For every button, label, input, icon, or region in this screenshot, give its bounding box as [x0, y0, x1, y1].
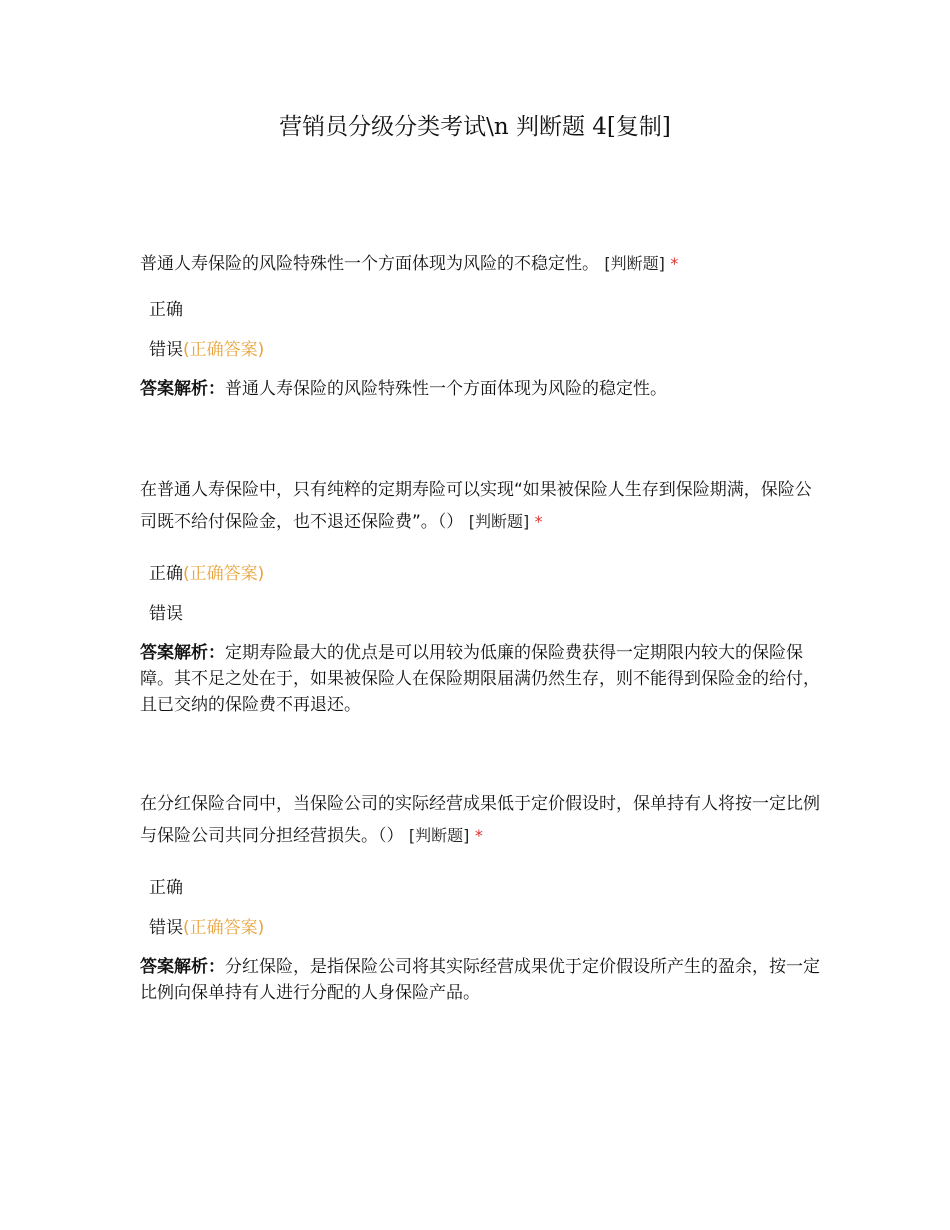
- question-3-text: 在分红保险合同中，当保险公司的实际经营成果低于定价假设时，保单持有人将按一定比例与保险公司共同分担经营损失。（）: [140, 794, 820, 846]
- option-true[interactable]: [149, 298, 183, 322]
- analysis-label: 答案解析：: [140, 379, 225, 399]
- required-mark: *: [474, 826, 483, 845]
- option-label: 错误: [149, 918, 183, 938]
- answer-analysis: [140, 376, 820, 402]
- required-mark: *: [670, 254, 679, 273]
- question-text: [140, 248, 820, 280]
- analysis-text: 分红保险，是指保险公司将其实际经营成果优于定价假设所产生的盈余，按一定比例向保单持有人进行分配的人身保险产品。: [140, 957, 820, 1003]
- question-text: [140, 788, 820, 852]
- option-true[interactable]: [149, 562, 264, 586]
- option-false[interactable]: [149, 338, 264, 362]
- correct-answer-mark: (正确答案): [183, 918, 265, 938]
- question-type-label: [判断题]: [604, 254, 665, 273]
- question-2: [140, 474, 820, 715]
- question-2-text: 在普通人寿保险中，只有纯粹的定期寿险可以实现“如果被保险人生存到保险期满，保险公司既不给付保险金，也不退还保险费”。（）: [140, 480, 812, 532]
- option-label: 正确: [149, 564, 183, 584]
- analysis-text: 普通人寿保险的风险特殊性一个方面体现为风险的稳定性。: [225, 379, 667, 399]
- page-title: 营销员分级分类考试\n 判断题 4[复制]: [279, 114, 671, 140]
- option-label: 正确: [149, 878, 183, 898]
- option-label: 错误: [149, 340, 183, 360]
- question-type-label: [判断题]: [468, 512, 530, 531]
- correct-answer-mark: (正确答案): [183, 564, 265, 584]
- question-type-label: [判断题]: [408, 826, 470, 845]
- correct-answer-mark: (正确答案): [183, 340, 265, 360]
- option-true[interactable]: [149, 876, 183, 900]
- question-1: [140, 248, 820, 399]
- option-false[interactable]: [149, 602, 183, 626]
- answer-analysis: [140, 954, 820, 1006]
- required-mark: *: [534, 512, 543, 531]
- analysis-label: 答案解析：: [140, 957, 225, 977]
- question-text: [140, 474, 820, 538]
- option-label: 正确: [149, 300, 183, 320]
- analysis-label: 答案解析：: [140, 643, 225, 663]
- option-label: 错误: [149, 604, 183, 624]
- question-1-text: 普通人寿保险的风险特殊性一个方面体现为风险的不稳定性。: [140, 254, 599, 274]
- analysis-text: 定期寿险最大的优点是可以用较为低廉的保险费获得一定期限内较大的保险保障。其不足之处在于，如果被保险人在保险期限届满仍然生存，则不能得到保险金的给付，且已交纳的保险费不再退还。: [140, 643, 820, 715]
- option-false[interactable]: [149, 916, 264, 940]
- answer-analysis: [140, 640, 820, 718]
- question-3: [140, 788, 820, 1003]
